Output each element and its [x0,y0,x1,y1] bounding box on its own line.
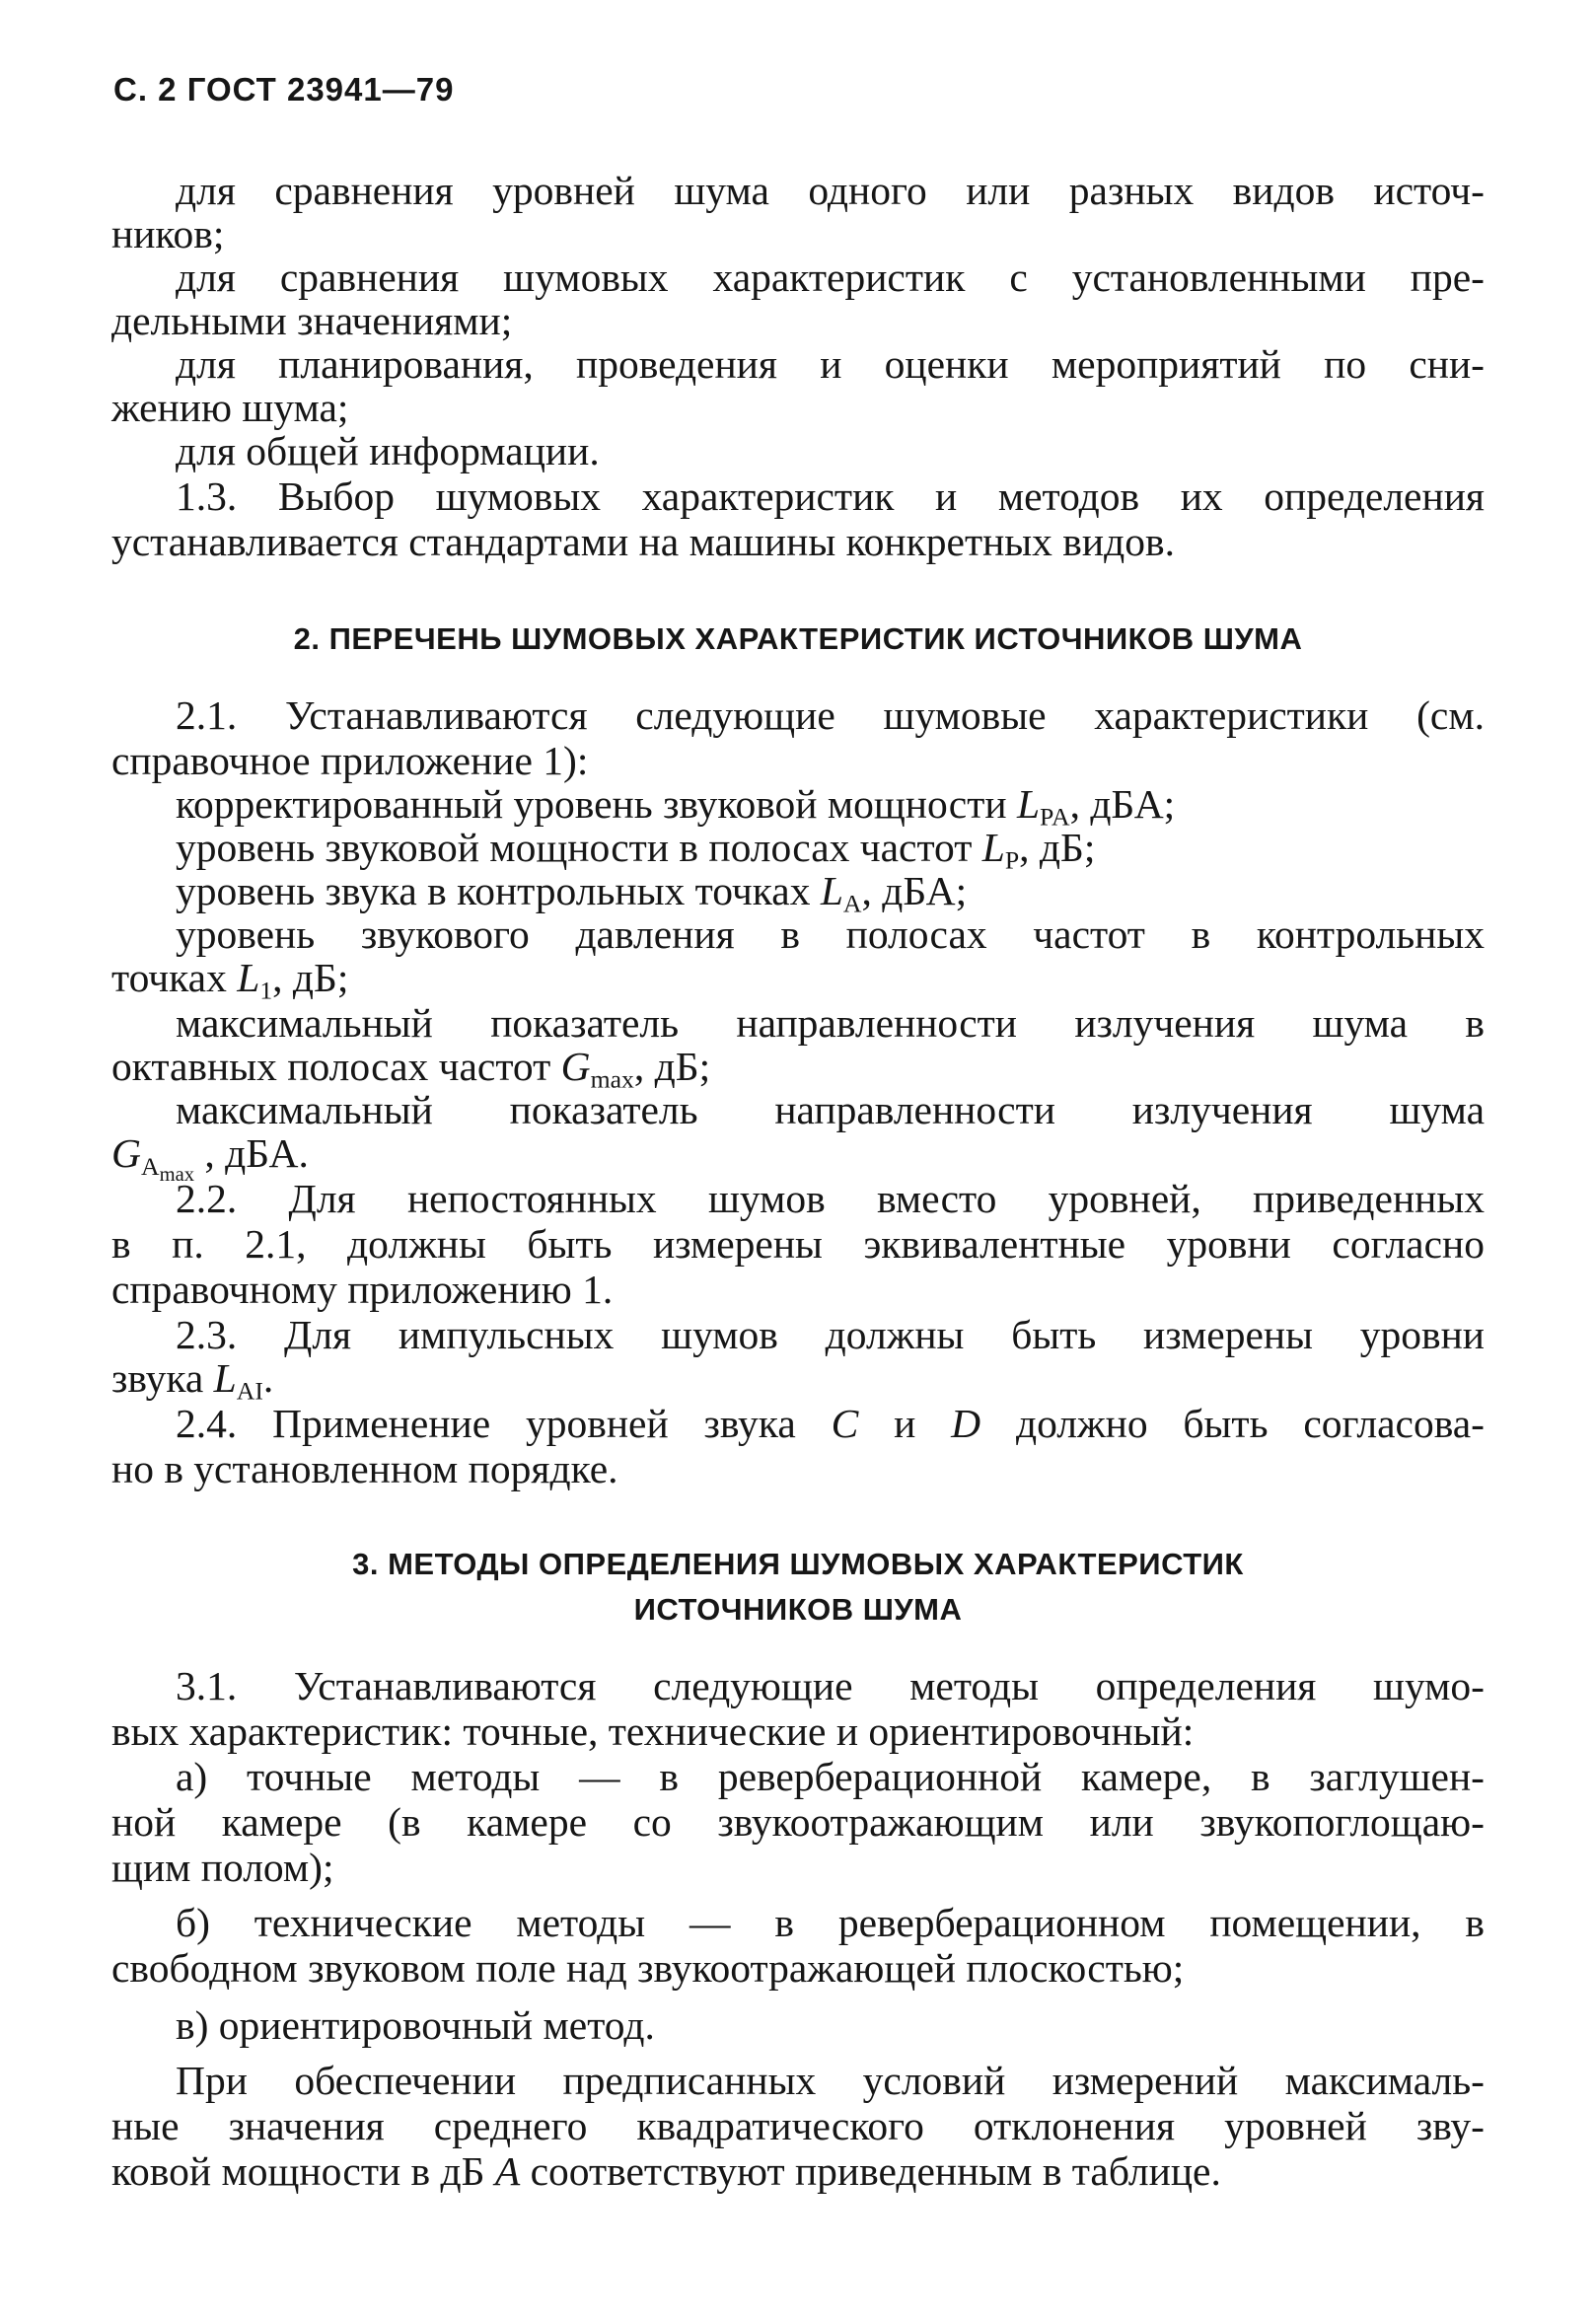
clause-2-4-line: 2.4. Применение уровней звука C и D должно быть согласова- [176,1401,1485,1446]
closing-paragraph-line: ные значения среднего квадратического отклонения уровней зву- [111,2103,1485,2148]
intro-line: для сравнения шумовых характеристик с установленными пре- [176,254,1485,300]
closing-paragraph-line: При обеспечении предписанных условий измерений максималь- [176,2058,1485,2103]
characteristic-item: уровень звука в контрольных точках $L_A$, дБА; [176,868,968,918]
page-header: С. 2 ГОСТ 23941—79 [113,71,455,108]
closing-paragraph-line: ковой мощности в дБ А соответствуют приведенным в таблице. [111,2148,1221,2194]
section-2-heading: 2. ПЕРЕЧЕНЬ ШУМОВЫХ ХАРАКТЕРИСТИК ИСТОЧНИКОВ ШУМА [293,621,1303,656]
intro-line: для общей информации. [176,428,600,473]
intro-line: для сравнения уровней шума одного или разных видов источ- [176,168,1485,213]
method-item-a: ной камере (в камере со звукоотражающим или звукопоглощаю- [111,1799,1485,1845]
method-item-a: щим полом); [111,1845,334,1890]
characteristic-item: корректированный уровень звуковой мощности $L_{PA}$, дБА; [176,781,1176,832]
characteristic-item: $G_{A_{max}}$ , дБА. [111,1130,309,1186]
method-item-b: б) технические методы — в реверберационном помещении, в [176,1900,1485,1945]
method-item-a: а) точные методы — в реверберационной камере, в заглушен- [176,1754,1485,1799]
characteristic-item: точках $L_1$, дБ; [111,955,349,1005]
section-3-heading: 3. МЕТОДЫ ОПРЕДЕЛЕНИЯ ШУМОВЫХ ХАРАКТЕРИСТИК [352,1547,1244,1581]
clause-2-1-line: 2.1. Устанавливаются следующие шумовые характеристики (см. [176,692,1485,738]
characteristic-item: октавных полосах частот $G_{max}$, дБ; [111,1044,711,1094]
characteristic-item: уровень звуковой мощности в полосах частот $L_P$, дБ; [176,825,1096,875]
method-item-c: в) ориентировочный метод. [176,2002,655,2048]
method-item-b: свободном звуковом поле над звукоотражающей плоскостью; [111,1945,1185,1991]
clause-3-1-line: 3.1. Устанавливаются следующие методы определения шумо- [176,1663,1485,1708]
intro-line: дельными значениями; [111,298,513,343]
clause-2-2-line: 2.2. Для непостоянных шумов вместо уровней, приведенных [176,1176,1485,1221]
clause-1-3-line: 1.3. Выбор шумовых характеристик и методов их определения [176,473,1485,519]
intro-line: для планирования, проведения и оценки мероприятий по сни- [176,341,1485,387]
clause-2-3-line: звука $L_{AI}$. [111,1355,274,1406]
clause-2-2-line: в п. 2.1, должны быть измерены эквивалентные уровни согласно [111,1221,1485,1267]
clause-2-4-line: но в установленном порядке. [111,1446,618,1491]
intro-line: ников; [111,211,225,256]
characteristic-item: максимальный показатель направленности излучения шума [176,1087,1485,1132]
clause-2-3-line: 2.3. Для импульсных шумов должны быть измерены уровни [176,1312,1485,1357]
clause-2-2-line: справочному приложению 1. [111,1267,614,1312]
characteristic-item: максимальный показатель направленности излучения шума в [176,1000,1485,1046]
clause-2-1-line: справочное приложение 1): [111,738,589,783]
clause-3-1-line: вых характеристик: точные, технические и ориентировочный: [111,1708,1195,1754]
clause-1-3-line: устанавливается стандартами на машины конкретных видов. [111,519,1175,564]
section-3-heading: ИСТОЧНИКОВ ШУМА [633,1592,963,1627]
intro-line: жению шума; [111,385,349,430]
characteristic-item: уровень звукового давления в полосах частот в контрольных [176,911,1485,957]
